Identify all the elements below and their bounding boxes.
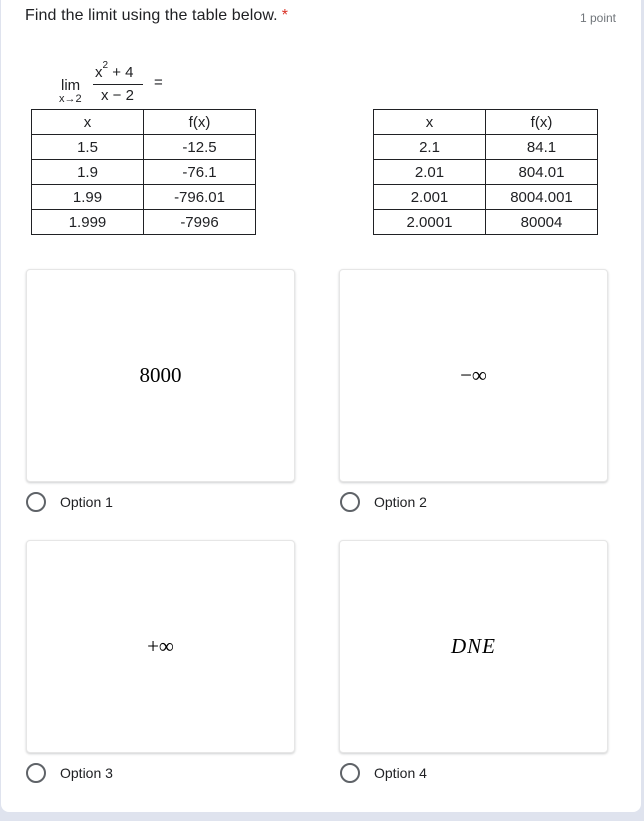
fraction-numerator [95,60,134,81]
table-row [32,210,256,235]
question-card [1,0,641,812]
table-row [374,135,598,160]
table-cell: 2.01 [374,160,486,185]
numerator-base: x [95,64,103,81]
required-asterisk: * [281,7,289,24]
table-cell: 804.01 [486,160,598,185]
table-header-row [374,110,598,135]
equals-sign: = [154,74,163,91]
numerator-rest: + 4 [108,64,134,81]
table-cell: 1.999 [32,210,144,235]
radio-button-4[interactable] [340,763,360,783]
option-3-image[interactable] [26,540,295,753]
table-cell: -12.5 [144,135,256,160]
option-4-image[interactable] [339,540,608,753]
values-table-right [373,109,598,235]
table-header-row [32,110,256,135]
radio-button-1[interactable] [26,492,46,512]
table-row [32,160,256,185]
option-1-choice[interactable] [26,492,113,512]
table-header: x [32,110,144,135]
option-1-value: 8000 [139,363,182,387]
table-header: x [374,110,486,135]
table-cell: -76.1 [144,160,256,185]
radio-button-2[interactable] [340,492,360,512]
table-cell: 2.1 [374,135,486,160]
question-title [25,7,288,25]
question-text: Find the limit using the table below. [25,7,278,24]
table-row [32,185,256,210]
lim-subscript: x→2 [59,93,82,105]
table-cell: 1.99 [32,185,144,210]
table-row [374,185,598,210]
limit-expression [59,60,179,108]
option-1-label: Option 1 [60,494,113,510]
table-row [32,135,256,160]
option-4-value: DNE [451,634,496,658]
table-row [374,160,598,185]
table-header: f(x) [144,110,256,135]
table-cell: 84.1 [486,135,598,160]
option-2-image[interactable] [339,269,608,482]
table-cell: 2.0001 [374,210,486,235]
table-cell: 80004 [486,210,598,235]
option-2-value: −∞ [460,363,487,387]
option-1-image[interactable] [26,269,295,482]
option-2-choice[interactable] [340,492,427,512]
fraction-denominator: x − 2 [101,87,134,104]
option-2-label: Option 2 [374,494,427,510]
option-3-label: Option 3 [60,765,113,781]
table-cell: -796.01 [144,185,256,210]
option-3-choice[interactable] [26,763,113,783]
table-cell: -7996 [144,210,256,235]
numerator-exponent: 2 [102,60,109,71]
table-cell: 1.5 [32,135,144,160]
option-3-value: +∞ [147,634,174,658]
table-cell: 8004.001 [486,185,598,210]
lim-word: lim [61,77,81,94]
table-cell: 2.001 [374,185,486,210]
table-header: f(x) [486,110,598,135]
points-label: 1 point [579,11,616,25]
table-cell: 1.9 [32,160,144,185]
option-4-choice[interactable] [340,763,427,783]
table-row [374,210,598,235]
values-table-left [31,109,256,235]
radio-button-3[interactable] [26,763,46,783]
option-4-label: Option 4 [374,765,427,781]
fraction-bar [93,84,143,85]
